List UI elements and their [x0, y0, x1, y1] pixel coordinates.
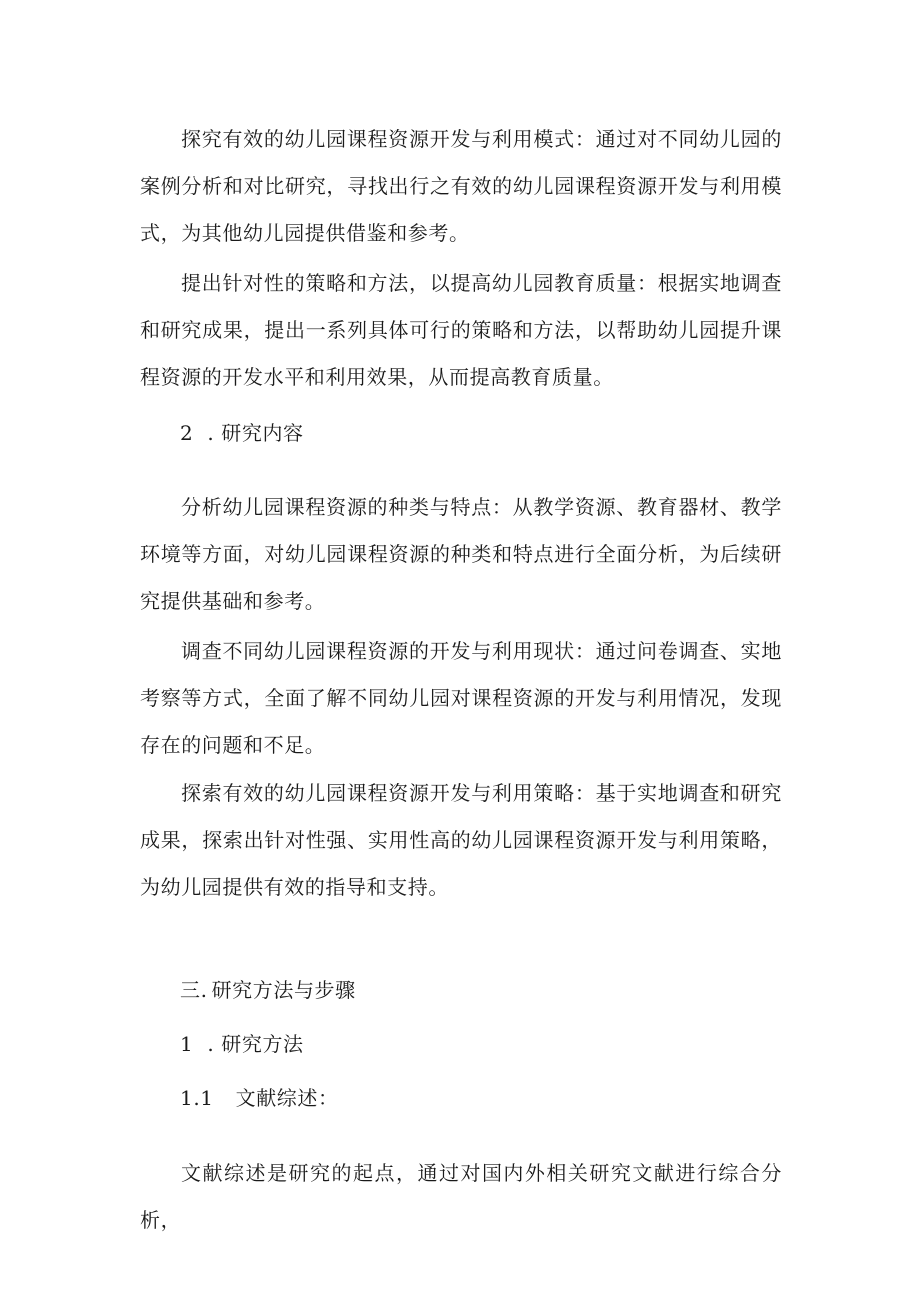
heading-text: 研究方法与步骤 [211, 978, 356, 1002]
paragraph-explore-model: 探究有效的幼儿园课程资源开发与利用模式：通过对不同幼儿园的案例分析和对比研究，寻找出行之有效的幼儿园课程资源开发与利用模式，为其他幼儿园提供借鉴和参考。 [140, 127, 782, 245]
heading-section-3 [180, 975, 356, 1005]
heading-literature-review [180, 1083, 339, 1113]
heading-research-methods [180, 1029, 304, 1059]
heading-text: . 研究内容 [207, 421, 304, 445]
paragraph-explore-strategies: 探索有效的幼儿园课程资源开发与利用策略：基于实地调查和研究成果，探索出针对性强、实用性高的幼儿园课程资源开发与利用策略，为幼儿园提供有效的指导和支持。 [140, 781, 782, 899]
heading-number: 2 [180, 421, 194, 445]
paragraph-analyze-types: 分析幼儿园课程资源的种类与特点：从教学资源、教育器材、教学环境等方面，对幼儿园课程资源的种类和特点进行全面分析，为后续研究提供基础和参考。 [140, 495, 782, 613]
paragraph-propose-strategies: 提出针对性的策略和方法，以提高幼儿园教育质量：根据实地调查和研究成果，提出一系列具体可行的策略和方法，以帮助幼儿园提升课程资源的开发水平和利用效果，从而提高教育质量。 [140, 271, 782, 389]
heading-number: 1 [180, 1032, 194, 1056]
paragraph-literature-review: 文献综述是研究的起点，通过对国内外相关研究文献进行综合分析， [140, 1161, 782, 1232]
heading-number: 三. [180, 978, 208, 1002]
heading-number: 1.1 [180, 1086, 214, 1110]
heading-text: 文献综述： [235, 1086, 339, 1110]
heading-text: . 研究方法 [207, 1032, 304, 1056]
paragraph-survey-status: 调查不同幼儿园课程资源的开发与利用现状：通过问卷调查、实地考察等方式，全面了解不同幼儿园对课程资源的开发与利用情况，发现存在的问题和不足。 [140, 639, 782, 757]
heading-research-content [180, 418, 304, 448]
